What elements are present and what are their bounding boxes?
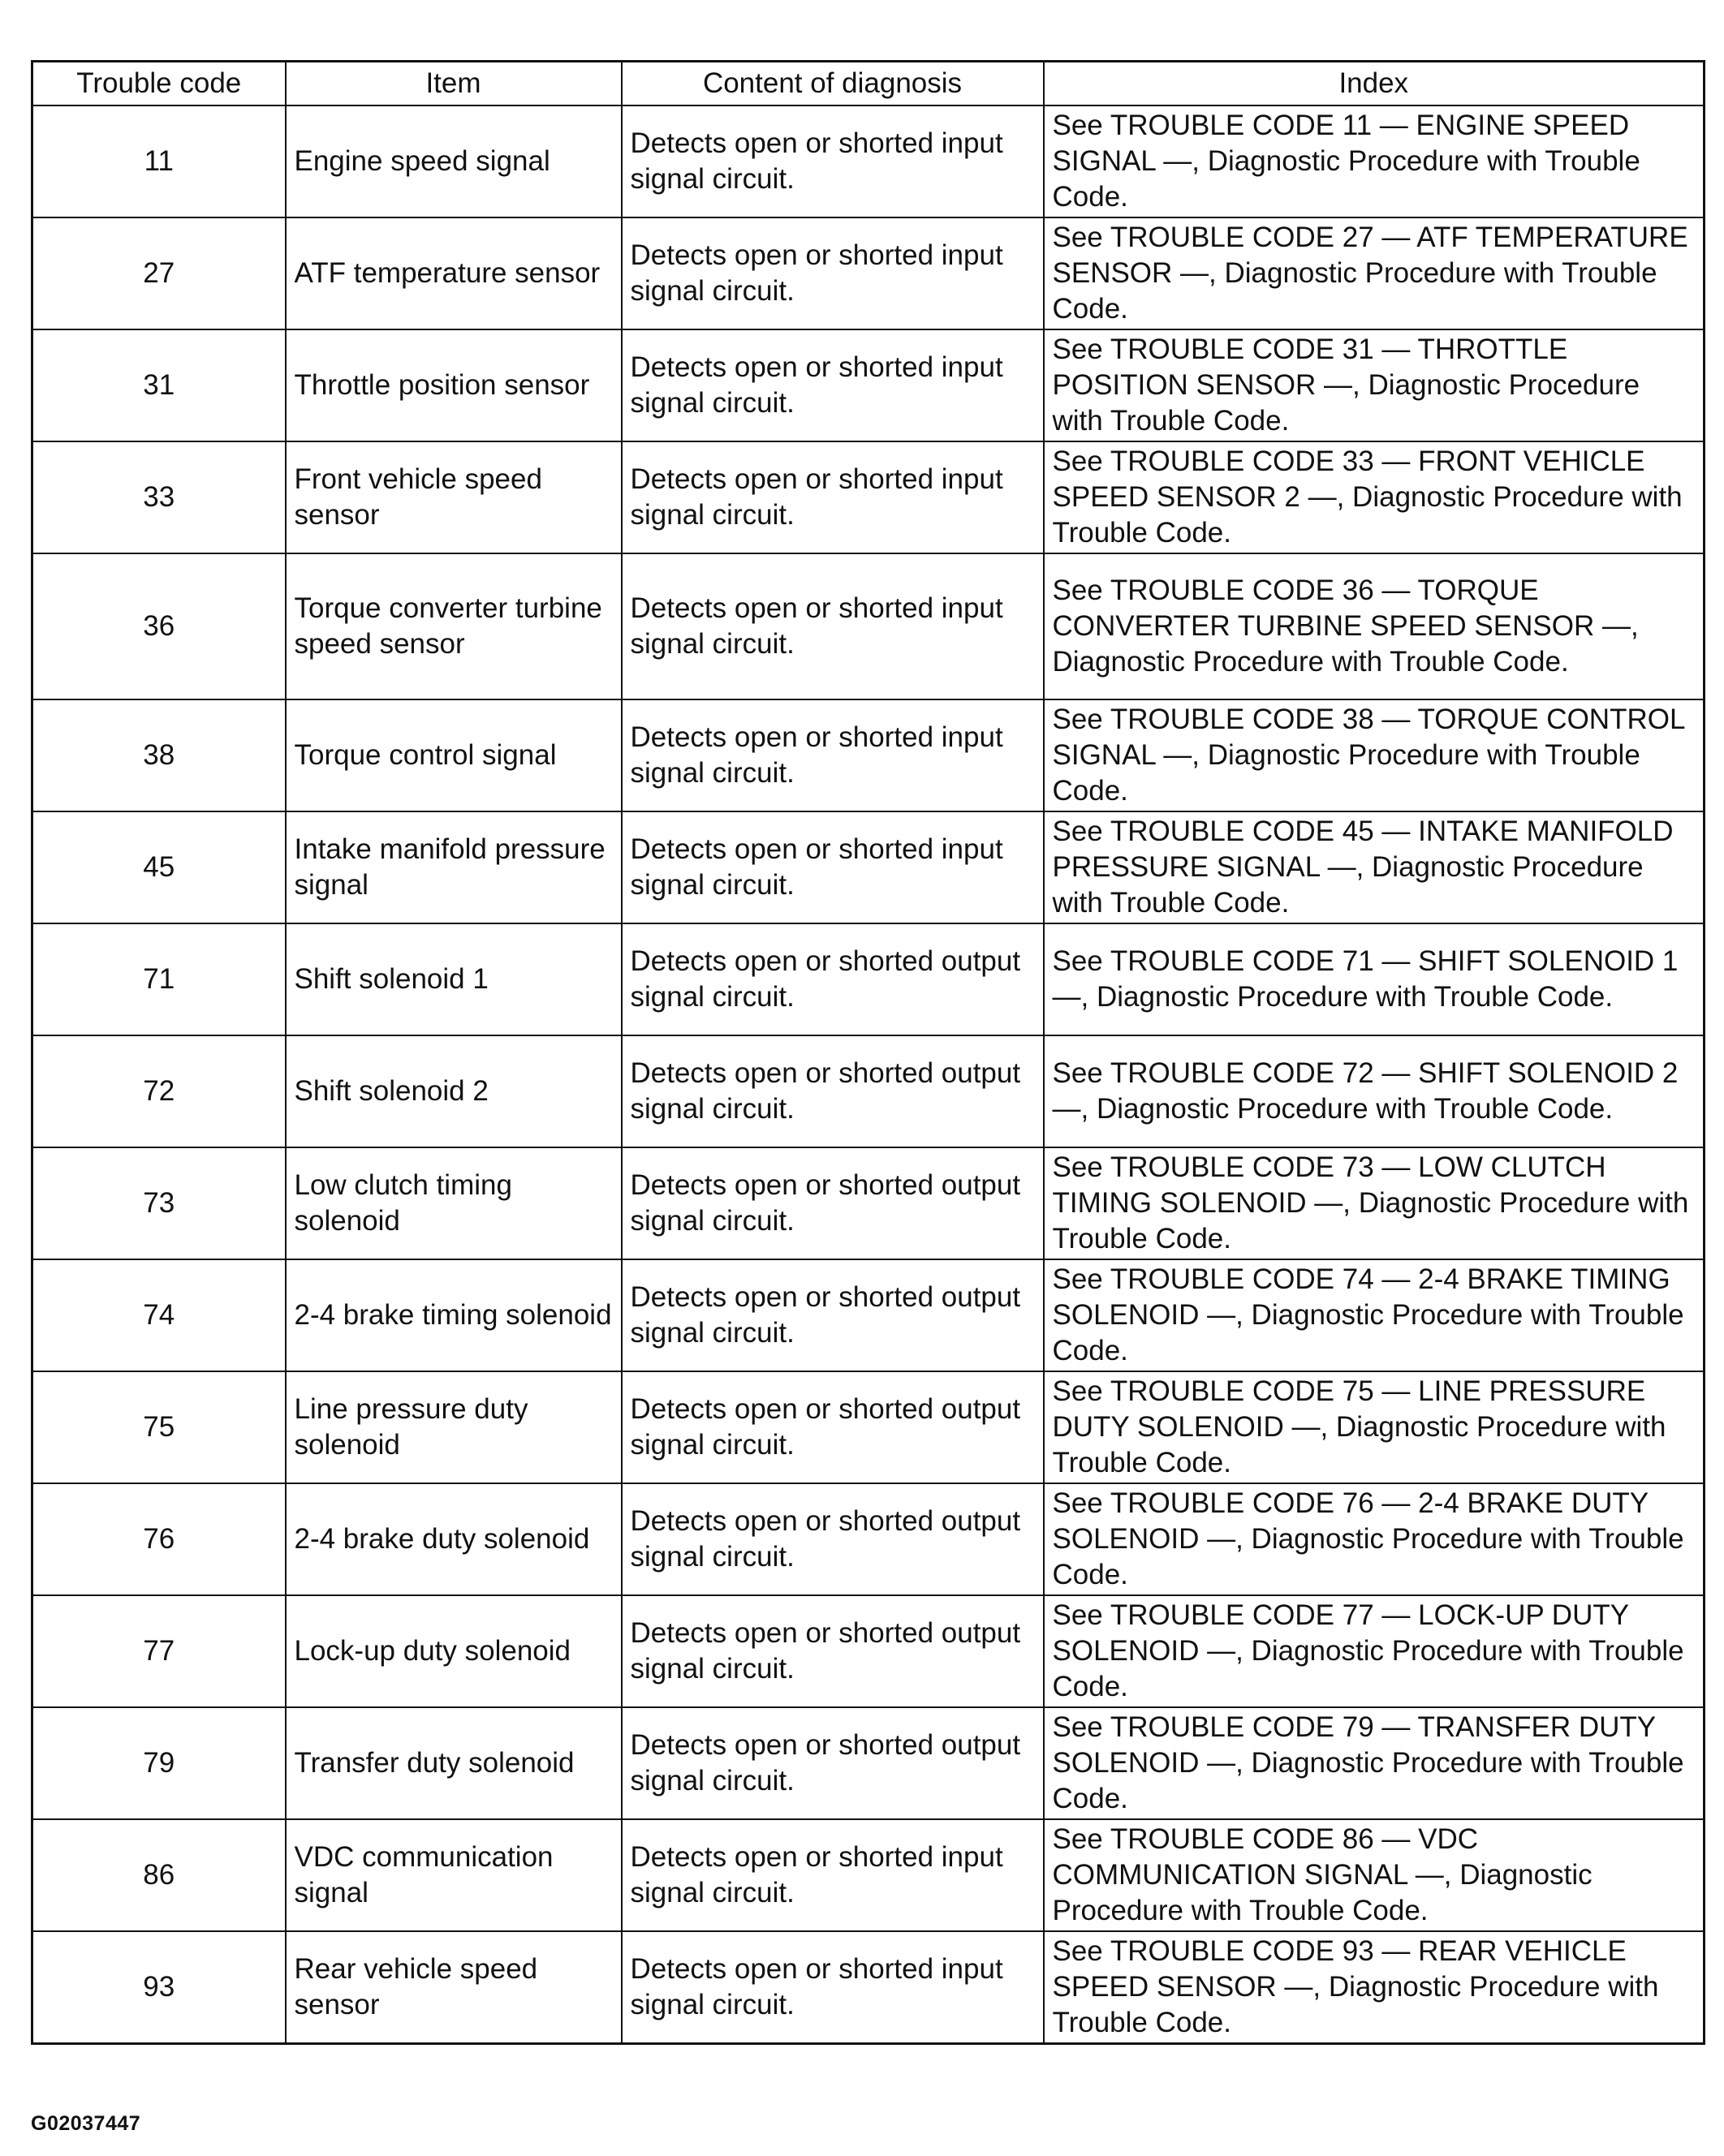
table-row xyxy=(32,441,1705,553)
content-cell: Detects open or shorted input signal circuit. xyxy=(622,1819,1044,1931)
trouble-code-cell: 45 xyxy=(32,811,286,923)
index-cell: See TROUBLE CODE 31 — THROTTLE POSITION SENSOR —, Diagnostic Procedure with Trouble Code. xyxy=(1044,329,1705,441)
table-row xyxy=(32,923,1705,1035)
table-row xyxy=(32,811,1705,923)
trouble-code-cell: 27 xyxy=(32,217,286,329)
content-cell: Detects open or shorted input signal circuit. xyxy=(622,441,1044,553)
item-cell: Torque converter turbine speed sensor xyxy=(286,553,622,699)
trouble-code-cell: 73 xyxy=(32,1147,286,1259)
content-cell: Detects open or shorted input signal circuit. xyxy=(622,811,1044,923)
table-row xyxy=(32,1259,1705,1371)
item-cell: Front vehicle speed sensor xyxy=(286,441,622,553)
item-cell: Low clutch timing solenoid xyxy=(286,1147,622,1259)
content-cell: Detects open or shorted output signal circuit. xyxy=(622,1483,1044,1595)
table-row xyxy=(32,1707,1705,1819)
table-row xyxy=(32,1371,1705,1483)
table-row xyxy=(32,329,1705,441)
index-cell: See TROUBLE CODE 73 — LOW CLUTCH TIMING SOLENOID —, Diagnostic Procedure with Trouble Code. xyxy=(1044,1147,1705,1259)
trouble-code-cell: 76 xyxy=(32,1483,286,1595)
trouble-code-cell: 11 xyxy=(32,105,286,217)
trouble-code-cell: 71 xyxy=(32,923,286,1035)
index-cell: See TROUBLE CODE 38 — TORQUE CONTROL SIGNAL —, Diagnostic Procedure with Trouble Code. xyxy=(1044,699,1705,811)
table-header-row xyxy=(32,62,1705,106)
content-cell: Detects open or shorted input signal circuit. xyxy=(622,329,1044,441)
trouble-code-cell: 38 xyxy=(32,699,286,811)
header-index: Index xyxy=(1044,62,1705,106)
index-cell: See TROUBLE CODE 77 — LOCK-UP DUTY SOLENOID —, Diagnostic Procedure with Trouble Code. xyxy=(1044,1595,1705,1707)
item-cell: Intake manifold pressure signal xyxy=(286,811,622,923)
table-row xyxy=(32,1595,1705,1707)
index-cell: See TROUBLE CODE 11 — ENGINE SPEED SIGNAL —, Diagnostic Procedure with Trouble Code. xyxy=(1044,105,1705,217)
header-item: Item xyxy=(286,62,622,106)
table-row xyxy=(32,699,1705,811)
content-cell: Detects open or shorted input signal circuit. xyxy=(622,699,1044,811)
index-cell: See TROUBLE CODE 86 — VDC COMMUNICATION SIGNAL —, Diagnostic Procedure with Trouble Code. xyxy=(1044,1819,1705,1931)
table-row xyxy=(32,1035,1705,1147)
index-cell: See TROUBLE CODE 75 — LINE PRESSURE DUTY SOLENOID —, Diagnostic Procedure with Trouble Code. xyxy=(1044,1371,1705,1483)
table-row xyxy=(32,1147,1705,1259)
trouble-code-cell: 79 xyxy=(32,1707,286,1819)
trouble-code-cell: 72 xyxy=(32,1035,286,1147)
content-cell: Detects open or shorted output signal circuit. xyxy=(622,1707,1044,1819)
item-cell: 2-4 brake duty solenoid xyxy=(286,1483,622,1595)
trouble-code-cell: 74 xyxy=(32,1259,286,1371)
index-cell: See TROUBLE CODE 93 — REAR VEHICLE SPEED SENSOR —, Diagnostic Procedure with Trouble Code. xyxy=(1044,1931,1705,2044)
content-cell: Detects open or shorted output signal circuit. xyxy=(622,923,1044,1035)
trouble-code-table xyxy=(31,60,1705,2045)
item-cell: Line pressure duty solenoid xyxy=(286,1371,622,1483)
header-content-of-diagnosis: Content of diagnosis xyxy=(622,62,1044,106)
index-cell: See TROUBLE CODE 76 — 2-4 BRAKE DUTY SOLENOID —, Diagnostic Procedure with Trouble Code. xyxy=(1044,1483,1705,1595)
trouble-code-cell: 93 xyxy=(32,1931,286,2044)
item-cell: 2-4 brake timing solenoid xyxy=(286,1259,622,1371)
trouble-code-cell: 75 xyxy=(32,1371,286,1483)
item-cell: Shift solenoid 2 xyxy=(286,1035,622,1147)
figure-id: G02037447 xyxy=(31,2112,141,2135)
content-cell: Detects open or shorted output signal circuit. xyxy=(622,1595,1044,1707)
trouble-code-cell: 31 xyxy=(32,329,286,441)
trouble-code-cell: 77 xyxy=(32,1595,286,1707)
table-row xyxy=(32,1819,1705,1931)
item-cell: Torque control signal xyxy=(286,699,622,811)
trouble-code-cell: 33 xyxy=(32,441,286,553)
index-cell: See TROUBLE CODE 72 — SHIFT SOLENOID 2 —, Diagnostic Procedure with Trouble Code. xyxy=(1044,1035,1705,1147)
index-cell: See TROUBLE CODE 79 — TRANSFER DUTY SOLENOID —, Diagnostic Procedure with Trouble Code. xyxy=(1044,1707,1705,1819)
index-cell: See TROUBLE CODE 36 — TORQUE CONVERTER TURBINE SPEED SENSOR —, Diagnostic Procedure with Trouble Code. xyxy=(1044,553,1705,699)
index-cell: See TROUBLE CODE 45 — INTAKE MANIFOLD PRESSURE SIGNAL —, Diagnostic Procedure with Trouble Code. xyxy=(1044,811,1705,923)
content-cell: Detects open or shorted input signal circuit. xyxy=(622,217,1044,329)
item-cell: ATF temperature sensor xyxy=(286,217,622,329)
table-row xyxy=(32,1483,1705,1595)
table-row xyxy=(32,553,1705,699)
content-cell: Detects open or shorted input signal circuit. xyxy=(622,1931,1044,2044)
item-cell: Rear vehicle speed sensor xyxy=(286,1931,622,2044)
header-trouble-code: Trouble code xyxy=(32,62,286,106)
content-cell: Detects open or shorted input signal circuit. xyxy=(622,553,1044,699)
table-row xyxy=(32,1931,1705,2044)
content-cell: Detects open or shorted input signal circuit. xyxy=(622,105,1044,217)
content-cell: Detects open or shorted output signal circuit. xyxy=(622,1259,1044,1371)
item-cell: Shift solenoid 1 xyxy=(286,923,622,1035)
item-cell: Lock-up duty solenoid xyxy=(286,1595,622,1707)
item-cell: Engine speed signal xyxy=(286,105,622,217)
trouble-code-cell: 86 xyxy=(32,1819,286,1931)
index-cell: See TROUBLE CODE 33 — FRONT VEHICLE SPEED SENSOR 2 —, Diagnostic Procedure with Trouble Code. xyxy=(1044,441,1705,553)
index-cell: See TROUBLE CODE 71 — SHIFT SOLENOID 1 —, Diagnostic Procedure with Trouble Code. xyxy=(1044,923,1705,1035)
item-cell: VDC communication signal xyxy=(286,1819,622,1931)
trouble-code-cell: 36 xyxy=(32,553,286,699)
content-cell: Detects open or shorted output signal circuit. xyxy=(622,1371,1044,1483)
table-row xyxy=(32,217,1705,329)
item-cell: Transfer duty solenoid xyxy=(286,1707,622,1819)
index-cell: See TROUBLE CODE 27 — ATF TEMPERATURE SENSOR —, Diagnostic Procedure with Trouble Code. xyxy=(1044,217,1705,329)
table-row xyxy=(32,105,1705,217)
content-cell: Detects open or shorted output signal circuit. xyxy=(622,1035,1044,1147)
item-cell: Throttle position sensor xyxy=(286,329,622,441)
content-cell: Detects open or shorted output signal circuit. xyxy=(622,1147,1044,1259)
index-cell: See TROUBLE CODE 74 — 2-4 BRAKE TIMING SOLENOID —, Diagnostic Procedure with Trouble Code. xyxy=(1044,1259,1705,1371)
